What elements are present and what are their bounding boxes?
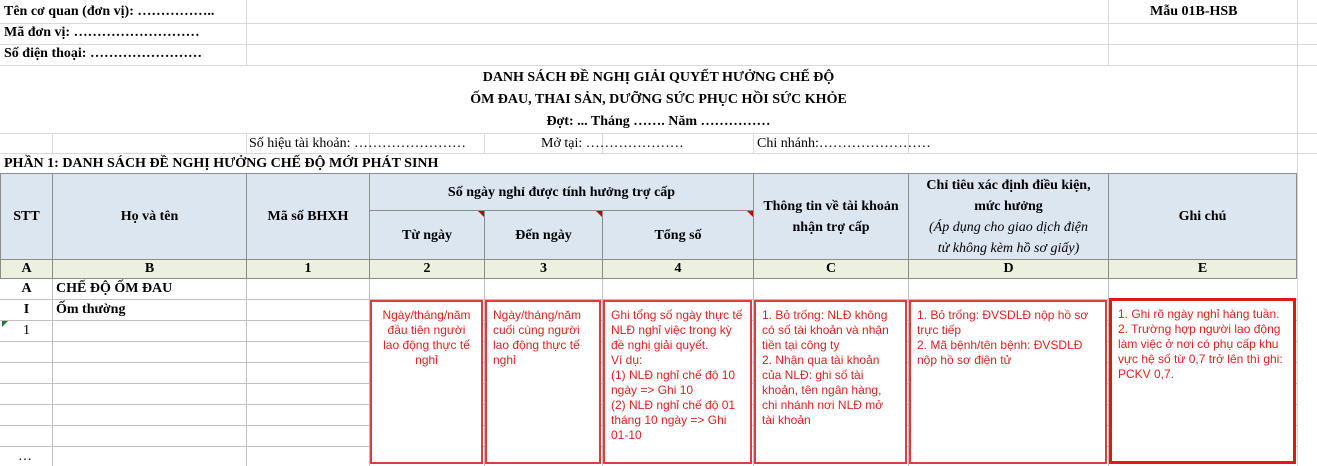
header-name: Họ và tên bbox=[53, 174, 247, 260]
header-criteria-line-1: Chỉ tiêu xác định điều kiện, bbox=[926, 177, 1091, 193]
header-days-group: Số ngày nghỉ được tính hưởng trợ cấp bbox=[370, 174, 754, 211]
note-total-days bbox=[603, 300, 752, 464]
row-i-code: I bbox=[23, 302, 30, 317]
note-total-line: (2) NLĐ nghỉ chế độ 01 tháng 10 ngày => Ghi 01-10 bbox=[611, 398, 736, 442]
unit-code-label: Mã đơn vị: ……………………… bbox=[4, 25, 200, 40]
title-line-2: ỐM ĐAU, THAI SẢN, DƯỠNG SỨC PHỤC HỒI SỨC KHỎE bbox=[470, 92, 847, 107]
header-criteria-line-4: tử không kèm hồ sơ giấy) bbox=[937, 240, 1080, 256]
phone-label: Số điện thoại: …………………… bbox=[4, 46, 202, 61]
note-remark-line: 1. Ghi rõ ngày nghỉ hàng tuần. bbox=[1118, 307, 1280, 321]
code-cell: C bbox=[754, 260, 909, 279]
code-cell: 3 bbox=[485, 260, 603, 279]
note-total-line: (1) NLĐ nghỉ chế độ 10 ngày => Ghi 10 bbox=[611, 368, 736, 397]
header-stt: STT bbox=[0, 174, 53, 260]
note-account-line: 2. Nhận qua tài khoản của NLĐ: ghi số tài khoản, tên ngân hàng, chi nhánh nơi NLĐ mở tài khoản bbox=[762, 353, 884, 427]
note-account bbox=[754, 300, 907, 464]
code-cell: D bbox=[909, 260, 1109, 279]
title-line-1: DANH SÁCH ĐỀ NGHỊ GIẢI QUYẾT HƯỞNG CHẾ ĐỘ bbox=[482, 70, 835, 85]
code-cell: 4 bbox=[603, 260, 754, 279]
row-a-code: A bbox=[21, 281, 32, 296]
header-criteria-line-3: (Áp dụng cho giao dịch điện bbox=[928, 219, 1089, 235]
note-account-line: 1. Bỏ trống: NLĐ không có số tài khoản và nhận tiền tại công ty bbox=[762, 308, 889, 352]
row-1-code: 1 bbox=[23, 323, 30, 338]
code-cell: A bbox=[0, 260, 53, 279]
header-account-line-1: Thông tin về tài khoản bbox=[763, 198, 899, 214]
note-remark-line: 2. Trường hợp người lao động làm việc ở nơi có phụ cấp khu vực hệ số từ 0,7 trở lên thì ghi: PCKV 0,7. bbox=[1118, 322, 1283, 381]
header-from: Từ ngày bbox=[370, 211, 485, 260]
note-criteria bbox=[909, 300, 1107, 464]
header-to: Đến ngày bbox=[485, 211, 603, 260]
note-to-date: Ngày/tháng/năm cuối cùng người lao động thực tế nghỉ bbox=[485, 300, 601, 464]
header-total: Tổng số bbox=[603, 211, 754, 260]
bank-label: Mở tại: ………………… bbox=[541, 136, 684, 151]
header-criteria bbox=[909, 174, 1109, 260]
code-cell: 2 bbox=[370, 260, 485, 279]
period-line: Đợt: ... Tháng ……. Năm …………… bbox=[546, 114, 771, 129]
note-total-line: Ghi tổng số ngày thực tế NLĐ nghỉ việc trong kỳ đề nghị giải quyết. bbox=[611, 308, 743, 352]
header-bhxh: Mã số BHXH bbox=[247, 174, 370, 260]
row-a-label: CHẾ ĐỘ ỐM ĐAU bbox=[56, 281, 173, 296]
code-cell: 1 bbox=[247, 260, 370, 279]
header-account-line-2: nhận trợ cấp bbox=[792, 219, 870, 235]
row-i-label: Ốm thường bbox=[56, 302, 126, 317]
code-cell: B bbox=[53, 260, 247, 279]
section-title: PHẦN 1: DANH SÁCH ĐỀ NGHỊ HƯỞNG CHẾ ĐỘ MỚI PHÁT SINH bbox=[4, 156, 439, 171]
header-account bbox=[754, 174, 909, 260]
code-cell: E bbox=[1109, 260, 1297, 279]
row-ellipsis: … bbox=[18, 449, 32, 464]
note-from-date: Ngày/tháng/năm đầu tiên người lao động thực tế nghỉ bbox=[370, 300, 483, 464]
note-total-line: Ví dụ: bbox=[611, 353, 643, 367]
form-code: Mẫu 01B-HSB bbox=[1150, 4, 1238, 19]
note-remark bbox=[1109, 298, 1296, 464]
account-number-label: Số hiệu tài khoản: …………………… bbox=[249, 136, 466, 151]
note-criteria-line: 1. Bỏ trống: ĐVSDLĐ nộp hồ sơ trực tiếp bbox=[917, 308, 1089, 337]
branch-label: Chi nhánh:…………………… bbox=[757, 136, 931, 151]
comment-flag[interactable] bbox=[478, 211, 484, 217]
header-criteria-line-2: mức hưởng bbox=[974, 198, 1043, 214]
header-note: Ghi chú bbox=[1109, 174, 1297, 260]
org-name-label: Tên cơ quan (đơn vị): …………….. bbox=[4, 4, 215, 19]
note-criteria-line: 2. Mã bệnh/tên bệnh: ĐVSDLĐ nộp hồ sơ điện tử bbox=[917, 338, 1083, 367]
comment-flag[interactable] bbox=[747, 211, 753, 217]
comment-flag[interactable] bbox=[596, 211, 602, 217]
